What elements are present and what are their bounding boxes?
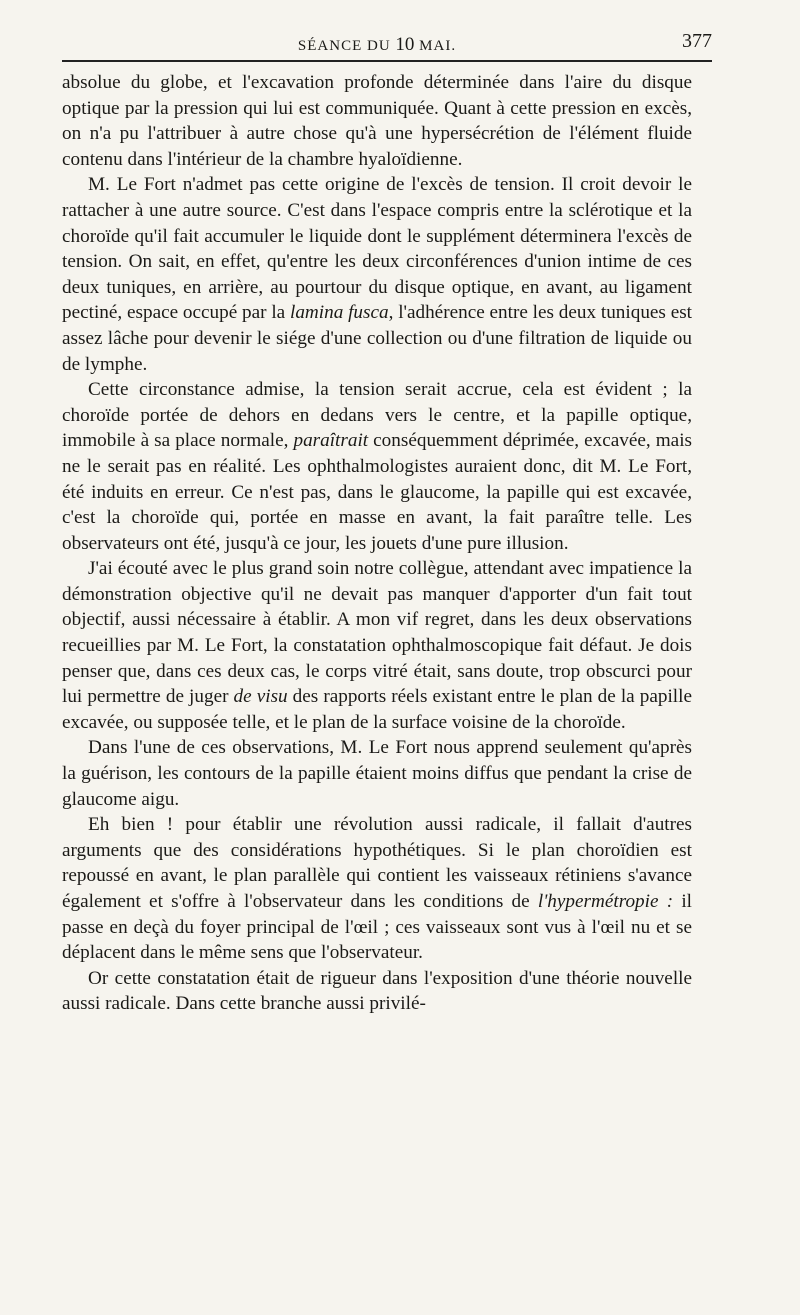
paragraph <box>62 377 692 556</box>
text-segment: Eh bien ! pour établir une révolution aussi radicale, il fallait d'autres arguments que des considérations hypothétiques. Si le plan choroïdien est repoussé en avant, le plan parallèle qui contient les vaisseaux rétiniens s'avance également et s'offre à l'observateur dans les conditions de <box>62 814 692 912</box>
header-rule <box>62 60 712 62</box>
text-segment: Cette circonstance admise, la tension serait accrue, cela est évident ; la choroïde portée de dehors en dedans vers le centre, et la papille optique, immobile à sa place normale, <box>62 379 692 452</box>
paragraph <box>62 812 692 966</box>
text-segment: Dans l'une de ces observations, M. Le Fort nous apprend seulement qu'après la guérison, les contours de la papille étaient moins diffus que pendant la crise de glaucome aigu. <box>62 737 692 810</box>
text-segment: absolue du globe, et l'excavation profonde déterminée dans l'aire du disque optique par la pression qui lui est communiquée. Quant à cette pression en excès, on n'a pu l'attribuer à autre chose qu'à une hypersécrétion de l'élément fluide contenu dans l'intérieur de la chambre hyaloïdienne. <box>62 72 692 170</box>
text-segment: conséquemment déprimée, excavée, mais ne le serait pas en réalité. Les ophthalmologistes auraient donc, dit M. Le Fort, été induits en erreur. Ce n'est pas, dans le glaucome, la papille qui est excavée, c'est la choroïde qui, portée en masse en avant, la fait paraître telle. Les observateurs ont été, jusqu'à ce jour, les jouets d'une pure illusion. <box>62 430 692 554</box>
text-segment: J'ai écouté avec le plus grand soin notre collègue, attendant avec impatience la démonstration objective qu'il ne devait pas manquer d'apporter d'un fait tout objectif, aussi nécessaire à établir. A mon vif regret, dans les deux observations recueillies par M. Le Fort, la constatation ophthalmoscopique fait défaut. Je dois penser que, dans ces deux cas, le corps vitré était, sans doute, trop obscurci pour lui permettre de juger <box>62 558 692 708</box>
page-number: 377 <box>682 30 712 52</box>
body-text <box>62 70 692 1017</box>
running-title-pre: SÉANCE DU <box>297 38 396 54</box>
running-title <box>62 34 692 56</box>
text-segment: Or cette constatation était de rigueur dans l'exposition d'une théorie nouvelle aussi radicale. Dans cette branche aussi privilé- <box>62 967 692 1015</box>
running-title-date: 10 <box>395 34 415 55</box>
running-header <box>62 28 712 60</box>
text-segment: des rapports réels existant entre le plan de la papille excavée, ou supposée telle, et le plan de la surface voisine de la choroïde. <box>62 686 692 733</box>
paragraph <box>62 70 692 172</box>
paragraph <box>62 556 692 735</box>
text-segment: , l'adhérence entre les deux tuniques est assez lâche pour devenir le siége d'une collection ou d'une filtration de liquide ou de lymphe. <box>62 302 693 375</box>
running-title-post: MAI. <box>414 38 457 54</box>
text-segment: il passe en deçà du foyer principal de l'œil ; ces vaisseaux sont vus à l'œil nu et se déplacent dans le même sens que l'observateur. <box>62 891 692 964</box>
italic-text: lamina fusca <box>289 302 389 324</box>
paragraph <box>62 172 692 377</box>
italic-text: paraîtrait <box>293 430 369 452</box>
paragraph <box>62 966 692 1017</box>
text-segment: M. Le Fort n'admet pas cette origine de l'excès de tension. Il croit devoir le rattacher à une autre source. C'est dans l'espace compris entre la sclérotique et la choroïde qu'il fait accumuler le liquide dont le supplément déterminera l'excès de tension. On sait, en effet, qu'entre les deux circonférences d'union intime de ces deux tuniques, en arrière, au pourtour du disque optique, en avant, au ligament pectiné, espace occupé par la <box>62 174 692 324</box>
italic-text: l'hypermétropie : <box>537 891 674 912</box>
italic-text: de visu <box>233 686 288 708</box>
paragraph <box>62 735 692 812</box>
